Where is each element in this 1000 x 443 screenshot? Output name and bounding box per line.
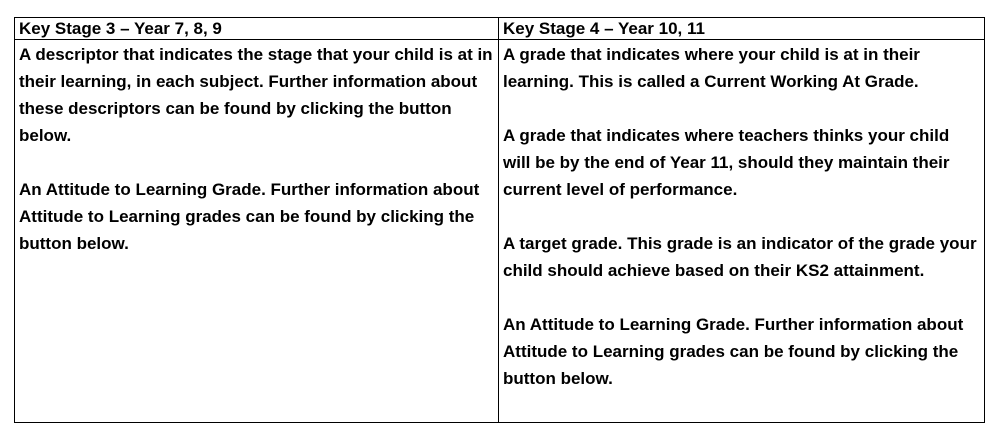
table-body-row bbox=[15, 40, 985, 423]
ks3-attitude-text: An Attitude to Learning Grade. Further information about Attitude to Learning grades can be found by clicking the button below. bbox=[19, 180, 480, 253]
key-stage-3-cell bbox=[15, 40, 499, 423]
ks4-attitude-text: An Attitude to Learning Grade. Further information about Attitude to Learning grades can be found by clicking the button below. bbox=[503, 315, 964, 388]
ks4-predicted-grade-text: A grade that indicates where teachers thinks your child will be by the end of Year 11, should they maintain their current level of performance. bbox=[503, 126, 950, 199]
ks4-target-grade-text: A target grade. This grade is an indicator of the grade your child should achieve based on their KS2 attainment. bbox=[503, 234, 977, 280]
ks3-descriptor-text: A descriptor that indicates the stage that your child is at in their learning, in each subject. Further information about these descriptors can be found by clicking the button below. bbox=[19, 45, 493, 145]
ks4-current-grade-text: A grade that indicates where your child is at in their learning. This is called a Current Working At Grade. bbox=[503, 45, 920, 91]
key-stage-table bbox=[14, 17, 985, 423]
header-key-stage-4: Key Stage 4 – Year 10, 11 bbox=[499, 18, 985, 40]
table-header-row bbox=[15, 18, 985, 40]
header-key-stage-3: Key Stage 3 – Year 7, 8, 9 bbox=[15, 18, 499, 40]
key-stage-4-cell bbox=[499, 40, 985, 423]
